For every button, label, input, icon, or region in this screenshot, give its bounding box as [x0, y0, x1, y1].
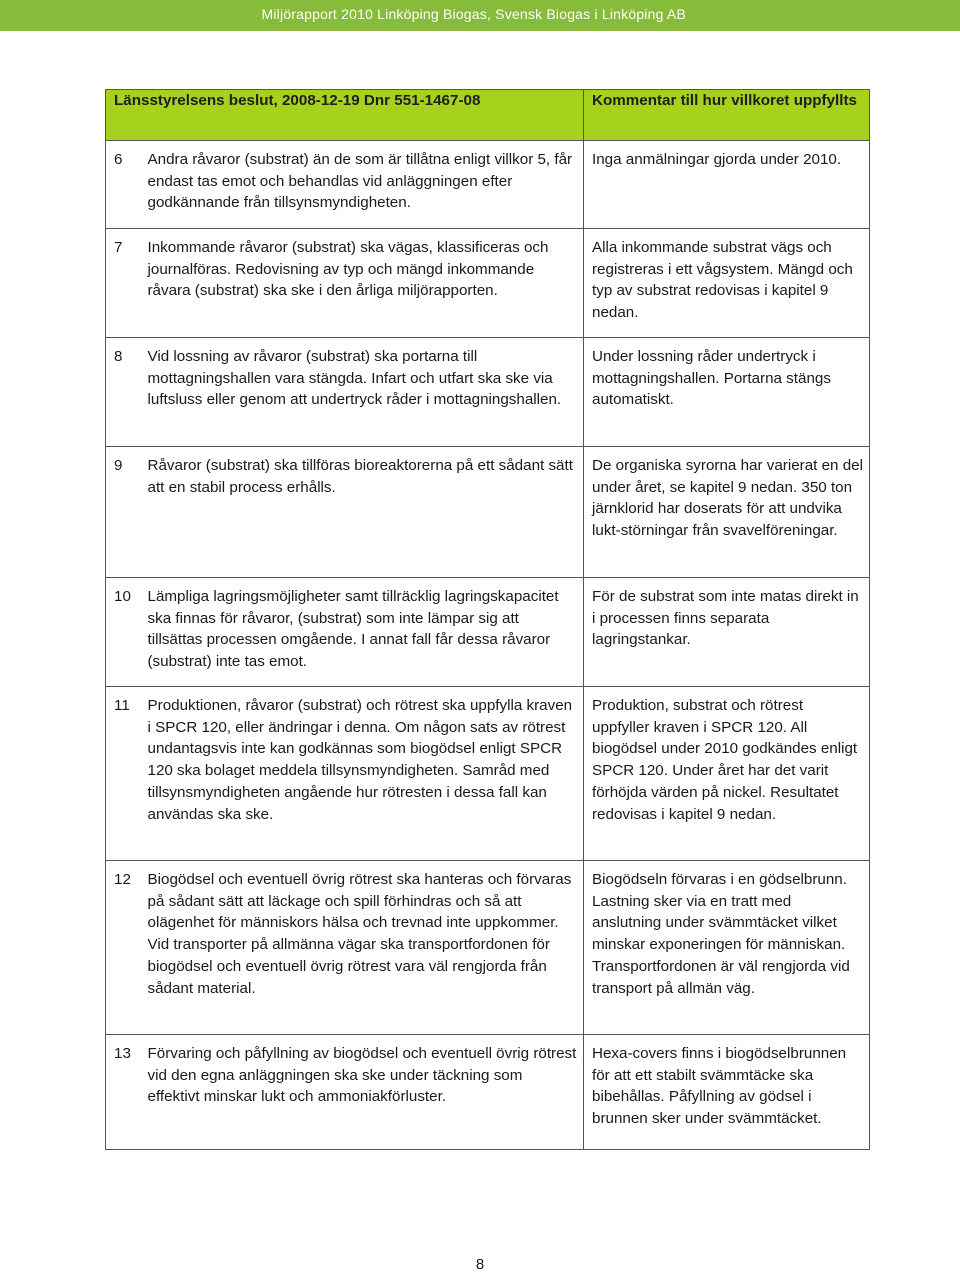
table-row — [106, 687, 870, 861]
condition-text: Produktionen, råvaror (substrat) och rötrest ska uppfylla kraven i SPCR 120, eller ändringar i denna. Om någon sats av rötrest undantagsvis inte kan godkännas som biogödsel enligt SPCR 120 ska bolaget meddela tillsynsmyndigheten. Samråd med tillsynsmyndigheten angående hur rötresten i dessa fall kan användas ska ske. — [146, 687, 584, 861]
comment-text: Hexa-covers finns i biogödselbrunnen för att ett stabilt svämmtäcke ska bibehållas. Påfyllning av gödsel i brunnen sker under svämmtäcket. — [584, 1035, 870, 1150]
comment-text: För de substrat som inte matas direkt in i processen finns separata lagringstankar. — [584, 578, 870, 687]
header-decision: Länsstyrelsens beslut, 2008-12-19 Dnr 551-1467-08 — [106, 90, 584, 141]
comment-text: Produktion, substrat och rötrest uppfyller kraven i SPCR 120. All biogödsel under 2010 godkändes enligt SPCR 120. Under året har det varit förhöjda värden på nickel. Resultatet redovisas i kapitel 9 nedan. — [584, 687, 870, 861]
table-row — [106, 229, 870, 338]
comment-text: Alla inkommande substrat vägs och registreras i ett vågsystem. Mängd och typ av substrat redovisas i kapitel 9 nedan. — [584, 229, 870, 338]
row-number: 6 — [106, 141, 146, 229]
table-row — [106, 141, 870, 229]
condition-text: Andra råvaror (substrat) än de som är tillåtna enligt villkor 5, får endast tas emot och behandlas vid anläggningen efter godkännande från tillsynsmyndigheten. — [146, 141, 584, 229]
comment-text: De organiska syrorna har varierat en del under året, se kapitel 9 nedan. 350 ton järnklorid har doserats för att undvika lukt-störningar från svavelföreningar. — [584, 447, 870, 578]
row-number: 8 — [106, 338, 146, 447]
condition-text: Vid lossning av råvaror (substrat) ska portarna till mottagningshallen vara stängda. Infart och utfart ska ske via luftsluss eller genom att undertryck råder i mottagningshallen. — [146, 338, 584, 447]
condition-text: Biogödsel och eventuell övrig rötrest ska hanteras och förvaras på sådant sätt att läckage och spill förhindras och så att olägenhet för människors hälsa och trevnad inte uppkommer. Vid transporter på allmänna vägar ska transportfordonen för biogödsel och eventuell övrig rötrest vara väl rengjorda från sådant material. — [146, 861, 584, 1035]
comment-text: Inga anmälningar gjorda under 2010. — [584, 141, 870, 229]
header-comment: Kommentar till hur villkoret uppfyllts — [584, 90, 870, 141]
table-row — [106, 578, 870, 687]
running-header-title: Miljörapport 2010 Linköping Biogas, Svensk Biogas i Linköping AB — [261, 6, 686, 22]
running-header-bar — [0, 0, 960, 31]
row-number: 11 — [106, 687, 146, 861]
comment-text: Under lossning råder undertryck i mottagningshallen. Portarna stängs automatiskt. — [584, 338, 870, 447]
conditions-table — [105, 89, 870, 1150]
table-row — [106, 338, 870, 447]
row-number: 12 — [106, 861, 146, 1035]
row-number: 10 — [106, 578, 146, 687]
table-row — [106, 447, 870, 578]
row-number: 13 — [106, 1035, 146, 1150]
row-number: 7 — [106, 229, 146, 338]
table-row — [106, 1035, 870, 1150]
page-number: 8 — [475, 1256, 485, 1273]
table-row — [106, 861, 870, 1035]
comment-text: Biogödseln förvaras i en gödselbrunn. Lastning sker via en tratt med anslutning under svämmtäcket vilket minskar exponeringen för människan. Transportfordonen är väl rengjorda vid transport på allmän väg. — [584, 861, 870, 1035]
condition-text: Råvaror (substrat) ska tillföras bioreaktorerna på ett sådant sätt att en stabil process erhålls. — [146, 447, 584, 578]
table-header-row — [106, 90, 870, 141]
condition-text: Lämpliga lagringsmöjligheter samt tillräcklig lagringskapacitet ska finnas för råvaror, (substrat) som inte lämpar sig att tillsättas processen omgående. I annat fall får dessa råvaror (substrat) inte tas emot. — [146, 578, 584, 687]
condition-text: Inkommande råvaror (substrat) ska vägas, klassificeras och journalföras. Redovisning av typ och mängd inkommande råvara (substrat) ska ske i den årliga miljörapporten. — [146, 229, 584, 338]
condition-text: Förvaring och påfyllning av biogödsel och eventuell övrig rötrest vid den egna anläggningen ska ske under täckning som effektivt minskar lukt och ammoniakförluster. — [146, 1035, 584, 1150]
row-number: 9 — [106, 447, 146, 578]
